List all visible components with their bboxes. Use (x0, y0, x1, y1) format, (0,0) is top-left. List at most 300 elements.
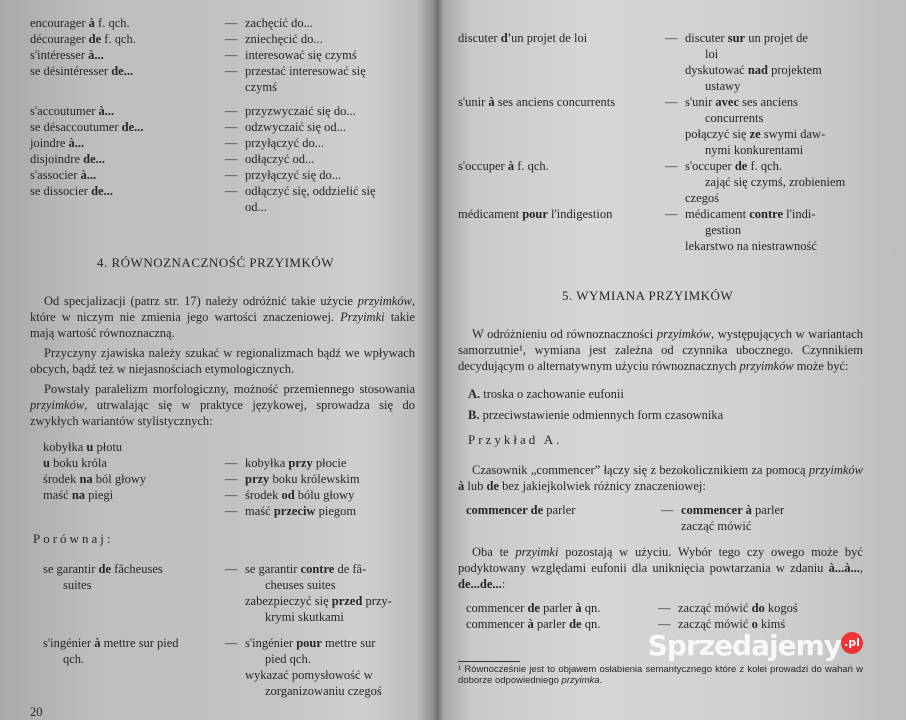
dash: — (225, 48, 238, 62)
text-segment: contre (749, 207, 784, 221)
entry-row (30, 119, 415, 135)
dash: — (658, 601, 671, 615)
text-line (685, 94, 863, 110)
text-line (245, 151, 415, 167)
text-segment: parler (539, 601, 576, 615)
dash: — (225, 504, 238, 518)
entry-translation (225, 439, 415, 455)
text-line (245, 31, 415, 47)
paragraph-specjalizacja (30, 293, 415, 341)
dash: — (225, 562, 238, 576)
entry-row (43, 561, 415, 625)
text-segment: de (734, 159, 748, 173)
text-segment: zacząć mówić (678, 617, 752, 631)
entry-row (43, 503, 415, 519)
dash: — (225, 136, 238, 150)
entry-source (43, 439, 225, 455)
text-line (245, 79, 415, 95)
entry-translation (225, 471, 415, 487)
text-line (245, 487, 415, 503)
text-segment: mettre sur (321, 636, 376, 650)
text-segment: de (98, 562, 112, 576)
text-segment: przestać interesować się (245, 64, 366, 78)
right-page (458, 30, 863, 686)
text-segment: s'accoutumer (30, 104, 99, 118)
text-line (685, 222, 863, 238)
text-line (43, 577, 225, 593)
dictionary-list-right (458, 30, 863, 254)
text-segment: przyłączyć do... (245, 136, 325, 150)
text-segment: do (751, 601, 765, 615)
text-segment: s'occuper (458, 159, 508, 173)
text-segment: boku króla (49, 456, 107, 470)
text-line (245, 15, 415, 31)
text-segment: à (458, 479, 465, 493)
text-line (30, 183, 225, 199)
text-segment: swymi daw- (760, 127, 826, 141)
paragraph-paralelizm (30, 381, 415, 429)
text-segment: dyskutować (685, 63, 748, 77)
entry-source (30, 119, 225, 135)
entry-translation (665, 30, 863, 94)
text-segment: l'indigestion (547, 207, 613, 221)
text-line (245, 63, 415, 79)
entry-translation (225, 503, 415, 519)
text-segment: Oba te (472, 545, 516, 559)
text-segment: joindre (30, 136, 69, 150)
text-line (685, 158, 863, 174)
text-segment: cheuses suites (265, 578, 336, 592)
text-segment: przyimki (515, 545, 559, 559)
text-segment: à... (88, 48, 104, 62)
text-segment: parler (543, 503, 576, 517)
text-line (245, 183, 415, 199)
entry-translation (665, 94, 863, 158)
dash: — (225, 488, 238, 502)
text-segment: s'ingénier (43, 636, 95, 650)
text-segment: piegi (85, 488, 114, 502)
text-line (43, 487, 225, 503)
text-line (685, 190, 863, 206)
dash: — (665, 95, 678, 109)
text-segment: à... (80, 168, 97, 182)
text-segment: commencer (466, 601, 528, 615)
entry-row (30, 183, 415, 215)
section-heading-4: 4. RÓWNOZNACZNOŚĆ PRZYIMKÓW (97, 255, 335, 270)
text-line (685, 30, 863, 46)
commencer-qn-list (458, 600, 863, 632)
text-segment: zachęcić do... (245, 16, 314, 30)
entry-row (30, 103, 415, 119)
text-segment: maść (43, 488, 72, 502)
text-segment: à... (68, 136, 85, 150)
entry-translation (225, 47, 415, 63)
entry-source (30, 167, 225, 183)
entry-row (30, 167, 415, 183)
text-line (30, 31, 225, 47)
text-segment: płotu (93, 440, 123, 454)
text-segment: à (575, 601, 582, 615)
text-segment: boku królewskim (269, 472, 360, 486)
dash: — (225, 120, 238, 134)
text-segment: à... (98, 104, 115, 118)
text-segment: de... (83, 152, 105, 166)
text-segment: f. qch. (514, 159, 549, 173)
entry-translation (225, 15, 415, 31)
text-segment: f. qch. (94, 16, 130, 30)
text-segment: de (527, 601, 540, 615)
dash: — (225, 456, 238, 470)
dictionary-list-1 (30, 15, 415, 215)
porownaj-label: Porównaj: (33, 531, 114, 546)
dash: — (225, 636, 238, 650)
example-label: Przykład A. (468, 432, 563, 447)
text-segment: na (79, 472, 93, 486)
text-segment: commencer à (681, 503, 752, 517)
entry-row (30, 151, 415, 167)
text-segment: nad (747, 63, 768, 77)
commencer-list (458, 502, 863, 534)
entry-source (30, 15, 225, 31)
example-list-2 (30, 439, 415, 519)
text-line (685, 78, 863, 94)
text-segment: discuter (458, 31, 501, 45)
text-line (681, 518, 863, 534)
text-segment: , (859, 561, 863, 575)
text-segment: parler (533, 617, 570, 631)
text-segment: fâcheuses (111, 562, 163, 576)
text-line (43, 561, 225, 577)
text-segment: se garantir (43, 562, 99, 576)
text-segment: décourager (30, 32, 89, 46)
text-segment: zacząć mówić (681, 519, 752, 533)
text-segment: concurrents (705, 111, 764, 125)
dash: — (225, 104, 238, 118)
text-line (458, 94, 665, 110)
dash: — (225, 168, 238, 182)
text-segment: przy (245, 472, 270, 486)
text-segment: przyimków (357, 294, 412, 308)
text-segment: parler (751, 503, 785, 517)
text-line (30, 63, 225, 79)
text-segment: B. (468, 408, 480, 422)
text-segment: przeciw (273, 504, 316, 518)
entry-translation (225, 561, 415, 625)
text-segment: ze (749, 127, 761, 141)
entry-translation (225, 135, 415, 151)
entry-source (30, 63, 225, 95)
text-segment: Od specjalizacji (patrz str. 17) należy odróżnić takie użycie (44, 294, 358, 308)
text-line (245, 577, 415, 593)
text-segment: s'unir (685, 95, 716, 109)
text-segment: mettre sur pied (100, 636, 179, 650)
text-segment: , które w niczym nie zmienia jego wartości znaczeniowej. (30, 294, 415, 324)
text-segment: projektem (768, 63, 822, 77)
text-line (685, 206, 863, 222)
text-segment: à (488, 95, 495, 109)
text-segment: commencer de (466, 503, 544, 517)
text-line (245, 47, 415, 63)
text-segment: odłączyć od... (245, 152, 315, 166)
entry-source (43, 503, 225, 519)
text-segment: przyimka (561, 675, 600, 686)
dash: — (225, 32, 238, 46)
text-segment: u (43, 456, 50, 470)
text-line (30, 167, 225, 183)
text-segment: troska o zachowanie eufonii (480, 387, 624, 401)
dash: — (665, 159, 678, 173)
text-segment: médicament (685, 207, 750, 221)
text-segment: l'indi- (783, 207, 816, 221)
text-segment: interesować się czymś (245, 48, 357, 62)
text-line (245, 651, 415, 667)
text-line (245, 199, 415, 215)
text-segment: de (486, 479, 499, 493)
text-segment: przed (331, 594, 363, 608)
entry-row (466, 600, 863, 616)
dash: — (665, 207, 678, 221)
text-segment: krymi skutkami (265, 610, 344, 624)
text-segment: commencer (466, 617, 528, 631)
entry-source (466, 600, 658, 616)
text-line (245, 455, 415, 471)
text-segment: médicament (458, 207, 523, 221)
entry-row (458, 30, 863, 94)
entry-translation (225, 63, 415, 95)
text-line (245, 561, 415, 577)
text-segment: se dissocier (30, 184, 92, 198)
text-line (685, 174, 863, 190)
text-segment: de... (111, 64, 134, 78)
text-segment: zniechęcić do... (245, 32, 323, 46)
text-segment: avec (715, 95, 739, 109)
entry-row (458, 206, 863, 254)
text-segment: à (507, 159, 515, 173)
text-line (43, 471, 225, 487)
text-segment: à (527, 617, 534, 631)
entry-row (458, 94, 863, 158)
text-line (468, 405, 863, 426)
text-segment: s'occuper (685, 159, 735, 173)
dash: — (225, 64, 238, 78)
text-line (245, 683, 415, 699)
dash: — (225, 16, 238, 30)
text-segment: przyimków (739, 359, 794, 373)
text-segment: suites (63, 578, 92, 592)
text-segment: de (569, 617, 582, 631)
entry-row (43, 487, 415, 503)
text-segment: kogoś (764, 601, 798, 615)
text-segment: odłączyć się, oddzielić się (245, 184, 376, 198)
text-segment: bólu głowy (294, 488, 355, 502)
entry-row (43, 455, 415, 471)
entry-translation (225, 119, 415, 135)
entry-translation (225, 167, 415, 183)
text-segment: , występujących w wariantach samorzutnie¹, wymiana jest zależna od czynnika ubocznego. Czynnikiem decydującym o alternatywnym użyciu równoznacznych (458, 327, 863, 373)
text-segment: : (501, 577, 506, 591)
text-segment: może być: (793, 359, 849, 373)
text-segment: zabezpieczyć się (245, 594, 332, 608)
entry-source (458, 30, 665, 94)
text-segment: de...de... (458, 577, 502, 591)
text-segment: de... (121, 120, 144, 134)
entry-source (466, 616, 658, 632)
text-segment: takie mają wartość równoznaczną. (30, 310, 416, 340)
text-segment: płocie (312, 456, 347, 470)
text-segment: piegom (315, 504, 357, 518)
text-segment: o (751, 617, 758, 631)
text-line (245, 167, 415, 183)
text-line (245, 503, 415, 519)
text-segment: przy (288, 456, 313, 470)
text-segment: czymś (245, 80, 277, 94)
entry-row (30, 47, 415, 63)
text-segment: à...à... (828, 561, 860, 575)
text-line (30, 151, 225, 167)
text-segment: d' (500, 31, 512, 45)
entry-source (30, 31, 225, 47)
text-segment: lub (464, 479, 487, 493)
text-line (43, 651, 225, 667)
text-segment: przyimków (30, 398, 85, 412)
page-number: 20 (30, 705, 43, 719)
text-segment: kobyłka (43, 440, 87, 454)
text-line (466, 600, 658, 616)
text-segment: pour (522, 207, 548, 221)
text-line (458, 158, 665, 174)
text-segment: środek (43, 472, 80, 486)
text-line (245, 471, 415, 487)
text-segment: s'unir (458, 95, 489, 109)
text-line (458, 206, 665, 222)
entry-row (43, 471, 415, 487)
text-line (245, 667, 415, 683)
text-segment: zacząć mówić (678, 601, 752, 615)
text-line (30, 119, 225, 135)
entry-source (43, 635, 225, 699)
text-segment: A. (468, 387, 481, 401)
text-segment: zorganizowaniu czegoś (265, 684, 382, 698)
text-line (458, 30, 665, 46)
text-line (245, 103, 415, 119)
text-segment: przyzwyczaić się do... (245, 104, 356, 118)
text-segment: Przyimki (340, 310, 385, 324)
entry-source (43, 455, 225, 471)
entry-source (458, 158, 665, 206)
entry-translation (661, 502, 863, 534)
text-segment: disjoindre (30, 152, 84, 166)
entry-translation (225, 31, 415, 47)
text-segment: środek (245, 488, 282, 502)
text-segment: Powstały paralelizm morfologiczny, możność przemiennego stosowania (44, 382, 415, 396)
text-segment: de (88, 32, 102, 46)
text-segment: f. qch. (747, 159, 783, 173)
text-segment: przyłączyć się do... (245, 168, 342, 182)
text-segment: se désintéresser (30, 64, 112, 78)
text-segment: f. qch. (101, 32, 136, 46)
entry-row (466, 502, 863, 534)
text-line (685, 110, 863, 126)
entry-translation (665, 206, 863, 254)
text-segment: pozostają w użyciu. Wybór tego czy owego może być podyktowany względami eufonii dla uniknięcia powtarzania w zdaniu (458, 545, 863, 575)
text-segment: czegoś (685, 191, 720, 205)
entry-source (458, 94, 665, 158)
text-segment: s'associer (30, 168, 81, 182)
entry-row (30, 15, 415, 31)
text-line (43, 455, 225, 471)
text-segment: wykazać pomysłowość w (245, 668, 373, 682)
text-line (685, 62, 863, 78)
entry-source (30, 135, 225, 151)
text-line (468, 384, 863, 405)
entry-translation (225, 103, 415, 119)
text-line (685, 142, 863, 158)
text-segment: ses anciens (739, 95, 799, 109)
text-line (30, 47, 225, 63)
entry-row (43, 635, 415, 699)
text-segment: na (71, 488, 86, 502)
text-segment: lekarstwo na niestrawność (685, 239, 817, 253)
text-segment: połączyć się (685, 127, 750, 141)
dash: — (658, 617, 671, 631)
text-segment: ses anciens concurrents (494, 95, 616, 109)
text-segment: kimś (757, 617, 786, 631)
text-segment: zająć się czymś, zrobieniem (705, 175, 846, 189)
entry-row (43, 439, 415, 455)
dash: — (665, 31, 678, 45)
left-page (30, 15, 415, 709)
text-line (466, 616, 658, 632)
text-line (43, 635, 225, 651)
text-segment: qn. (581, 601, 601, 615)
dash: — (225, 152, 238, 166)
options-list (458, 384, 863, 426)
text-segment: encourager (30, 16, 89, 30)
dash: — (225, 184, 238, 198)
text-segment: à (94, 636, 101, 650)
text-line (245, 135, 415, 151)
text-segment: à (88, 16, 95, 30)
paragraph-przyczyny (30, 345, 415, 377)
entry-source (43, 487, 225, 503)
text-line (678, 600, 863, 616)
text-segment: se garantir (245, 562, 301, 576)
section-heading-5: 5. WYMIANA PRZYIMKÓW (562, 288, 734, 303)
paragraph-commencer (458, 462, 863, 494)
text-line (30, 135, 225, 151)
text-segment: od... (245, 200, 267, 214)
entry-row (458, 158, 863, 206)
text-line (685, 238, 863, 254)
text-line (245, 635, 415, 651)
text-segment: Czasownik „commencer” łączy się z bezokolicznikiem za pomocą (472, 463, 809, 477)
entry-row (30, 135, 415, 151)
text-segment: un projet de loi (511, 31, 588, 45)
footnote-divider (458, 661, 520, 662)
text-line (681, 502, 863, 518)
text-line (245, 609, 415, 625)
text-segment: . (599, 675, 603, 686)
text-segment: przy- (362, 594, 392, 608)
text-segment: kobyłka (245, 456, 289, 470)
dash: — (225, 472, 238, 486)
entry-translation (225, 183, 415, 215)
text-segment: maść (245, 504, 274, 518)
text-segment: contre (300, 562, 335, 576)
text-line (30, 15, 225, 31)
text-segment: loi (705, 47, 719, 61)
text-line (466, 502, 661, 518)
